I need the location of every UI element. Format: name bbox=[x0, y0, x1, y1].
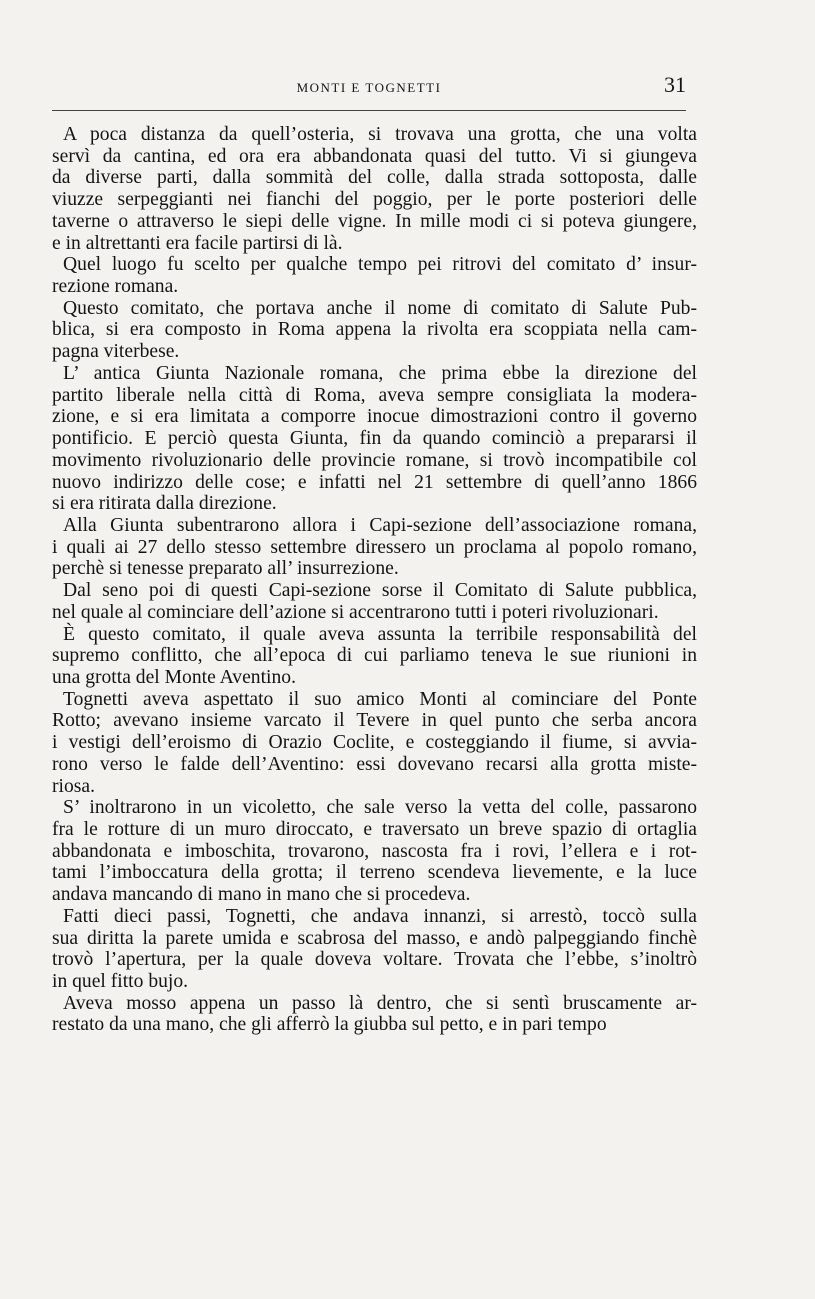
text-line: pontificio. E perciò questa Giunta, fin da quando cominciò a prepararsi il bbox=[52, 428, 697, 450]
text-line: trovò l’apertura, per la quale doveva voltare. Trovata che l’ebbe, s’inoltrò bbox=[52, 949, 697, 971]
paragraph bbox=[52, 298, 697, 363]
text-line: i quali ai 27 dello stesso settembre diressero un proclama al popolo romano, bbox=[52, 536, 697, 558]
text-line: Fatti dieci passi, Tognetti, che andava innanzi, si arrestò, toccò sulla bbox=[63, 905, 697, 927]
text-line: si era ritirata dalla direzione. bbox=[52, 493, 277, 515]
paragraph bbox=[52, 624, 697, 689]
paragraph bbox=[52, 797, 697, 906]
text-line: restato da una mano, che gli afferrò la giubba sul petto, e in pari tempo bbox=[52, 1014, 607, 1036]
text-line: Rotto; avevano insieme varcato il Tevere in quel punto che serba ancora bbox=[52, 710, 697, 732]
running-title: MONTI E TOGNETTI bbox=[296, 80, 442, 95]
body-text bbox=[52, 124, 697, 1036]
text-line: i vestigi dell’eroismo di Orazio Coclite, e costeggiando il fiume, si avvia- bbox=[52, 732, 697, 754]
text-line: Alla Giunta subentrarono allora i Capi-sezione dell’associazione romana, bbox=[63, 514, 697, 536]
text-line: andava mancando di mano in mano che si procedeva. bbox=[52, 884, 471, 906]
text-line: taverne o attraverso le siepi delle vigne. In mille modi ci si poteva giungere, bbox=[52, 210, 697, 232]
text-line: Dal seno poi di questi Capi-sezione sorse il Comitato di Salute pubblica, bbox=[63, 580, 697, 602]
header-rule bbox=[52, 110, 686, 111]
text-line: movimento rivoluzionario delle provincie romane, si trovò incompatibile col bbox=[52, 449, 697, 471]
text-line: perchè si tenesse preparato all’ insurrezione. bbox=[52, 558, 399, 580]
text-line: È questo comitato, il quale aveva assunta la terribile responsabilità del bbox=[63, 623, 697, 645]
text-line: tami l’imboccatura della grotta; il terreno scendeva lievemente, e la luce bbox=[52, 862, 697, 884]
text-line: A poca distanza da quell’osteria, si trovava una grotta, che una volta bbox=[63, 124, 697, 145]
text-line: pagna viterbese. bbox=[52, 341, 180, 363]
text-line: una grotta del Monte Aventino. bbox=[52, 666, 296, 688]
paragraph bbox=[52, 906, 697, 993]
text-line: Quel luogo fu scelto per qualche tempo pei ritrovi del comitato d’ insur- bbox=[63, 254, 697, 276]
text-line: Tognetti aveva aspettato il suo amico Monti al cominciare del Ponte bbox=[63, 688, 697, 710]
text-line: nuovo indirizzo delle cose; e infatti nel 21 settembre di quell’anno 1866 bbox=[52, 471, 697, 493]
text-line: Questo comitato, che portava anche il nome di comitato di Salute Pub- bbox=[63, 297, 697, 319]
text-line: rezione romana. bbox=[52, 276, 179, 298]
text-line: sua diritta la parete umida e scabrosa del masso, e andò palpeggiando finchè bbox=[52, 927, 697, 949]
text-line: Aveva mosso appena un passo là dentro, che si sentì bruscamente ar- bbox=[63, 992, 697, 1014]
text-line: zione, e si era limitata a comporre inocue dimostrazioni contro il governo bbox=[52, 406, 697, 428]
text-line: riosa. bbox=[52, 775, 95, 797]
text-line: nel quale al cominciare dell’azione si accentrarono tutti i poteri rivoluzionari. bbox=[52, 601, 659, 623]
text-line: in quel fitto bujo. bbox=[52, 971, 189, 993]
paragraph bbox=[52, 689, 697, 798]
text-line: rono verso le falde dell’Aventino: essi dovevano recarsi alla grotta miste- bbox=[52, 753, 697, 775]
text-line: abbandonata e imboschita, trovarono, nascosta fra i rovi, l’ellera e i rot- bbox=[52, 840, 697, 862]
text-line: viuzze serpeggianti nei fianchi del poggio, per le porte posteriori delle bbox=[52, 189, 697, 211]
text-line: da diverse parti, dalla sommità del colle, dalla strada sottoposta, dalle bbox=[52, 167, 697, 189]
text-line: partito liberale nella città di Roma, aveva sempre consigliata la modera- bbox=[52, 384, 697, 406]
paragraph bbox=[52, 124, 697, 254]
page-header bbox=[52, 70, 686, 100]
text-line: servì da cantina, ed ora era abbandonata quasi del tutto. Vi si giungeva bbox=[52, 145, 697, 167]
text-line: S’ inoltrarono in un vicoletto, che sale verso la vetta del colle, passarono bbox=[63, 797, 697, 819]
text-line: e in altrettanti era facile partirsi di là. bbox=[52, 232, 343, 254]
page-number: 31 bbox=[664, 72, 686, 97]
paragraph bbox=[52, 515, 697, 580]
text-line: L’ antica Giunta Nazionale romana, che prima ebbe la direzione del bbox=[63, 362, 697, 384]
paragraph bbox=[52, 580, 697, 623]
paragraph bbox=[52, 993, 697, 1036]
text-line: fra le rotture di un muro diroccato, e traversato un breve spazio di ortaglia bbox=[52, 819, 697, 840]
paragraph bbox=[52, 254, 697, 297]
text-line: blica, si era composto in Roma appena la rivolta era scoppiata nella cam- bbox=[52, 319, 697, 341]
paragraph bbox=[52, 363, 697, 515]
text-line: supremo conflitto, che all’epoca di cui parliamo teneva le sue riunioni in bbox=[52, 645, 697, 667]
